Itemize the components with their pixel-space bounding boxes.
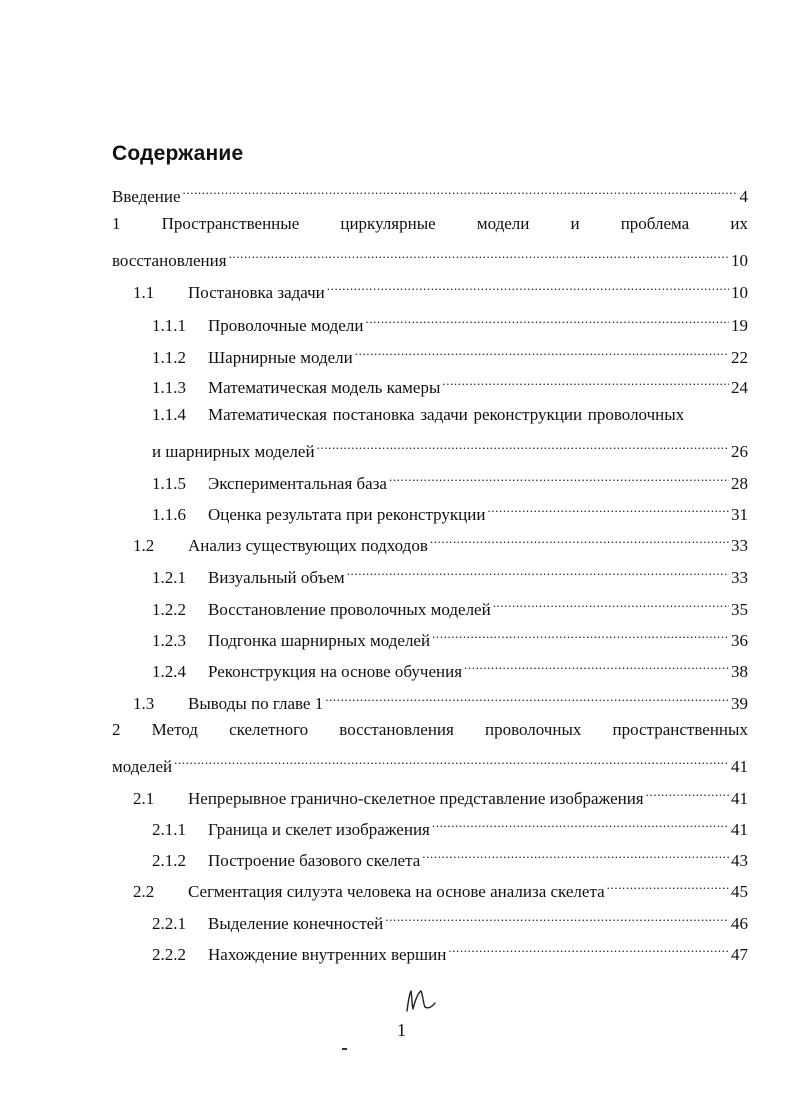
toc-entry-number: 2.1.1: [152, 820, 186, 839]
toc-leader-dots: [389, 469, 729, 489]
toc-entry-number: 2.2: [133, 882, 155, 901]
toc-entry-label: Выводы по главе 1: [188, 694, 324, 713]
toc-entry-chapter-1-line1[interactable]: [112, 214, 748, 234]
toc-entry-page: 28: [731, 474, 748, 493]
toc-entry-page: 33: [731, 568, 748, 587]
toc-leader-dots: [365, 311, 729, 331]
page-number: 1: [397, 1020, 406, 1040]
toc-entry-page: 35: [731, 600, 748, 619]
toc-entry-page: 19: [731, 316, 748, 335]
toc-entry-label: Введение: [112, 187, 181, 206]
toc-entry-label: Проволочные модели: [208, 316, 364, 335]
toc-entry-word: их: [730, 214, 748, 233]
toc-entry-word: проблема: [620, 214, 690, 233]
toc-entry-label: Выделение конечностей: [208, 914, 384, 933]
toc-entry-2-1-1[interactable]: [152, 815, 748, 840]
toc-leader-dots: [432, 626, 729, 646]
toc-entry-word: Метод: [151, 720, 198, 739]
toc-entry-introduction[interactable]: [112, 182, 748, 207]
toc-entry-label: Математическая постановка задачи реконструкции проволочных: [208, 405, 685, 424]
toc-entry-label: Математическая модель камеры: [208, 378, 441, 397]
toc-entry-page: 10: [731, 283, 748, 302]
toc-entry-number: 1.1.3: [152, 378, 186, 397]
toc-leader-dots: [325, 689, 729, 709]
toc-leader-dots: [493, 595, 729, 615]
toc-entry-1-2-4[interactable]: [152, 657, 748, 682]
toc-entry-1-2-1[interactable]: [152, 563, 748, 588]
toc-entry-number: 2.2.2: [152, 945, 186, 964]
toc-entry-label: Оценка результата при реконструкции: [208, 505, 486, 524]
toc-entry-label: Реконструкция на основе обучения: [208, 662, 463, 681]
toc-entry-label: Шарнирные модели: [208, 348, 353, 367]
toc-entry-1-2-2[interactable]: [152, 595, 748, 620]
toc-entry-word: проволочных: [484, 720, 582, 739]
toc-entry-chapter-2-line2[interactable]: [112, 752, 748, 777]
toc-entry-label: Построение базового скелета: [208, 851, 421, 870]
toc-entry-number: 1.2.1: [152, 568, 186, 587]
toc-entry-1-2[interactable]: [133, 531, 748, 556]
toc-entry-label: Непрерывное гранично-скелетное представление изображения: [188, 789, 644, 808]
toc-entry-label: Визуальный объем: [208, 568, 345, 587]
toc-entry-page: 47: [731, 945, 748, 964]
toc-entry-number: 1.2.2: [152, 600, 186, 619]
toc-leader-dots: [422, 846, 729, 866]
toc-entry-word: модели: [476, 214, 530, 233]
toc-leader-dots: [430, 531, 729, 551]
toc-entry-page: 41: [731, 820, 748, 839]
toc-entry-number: 2.1.2: [152, 851, 186, 870]
toc-entry-page: 33: [731, 536, 748, 555]
toc-entry-page: 43: [731, 851, 748, 870]
toc-leader-dots: [327, 278, 729, 298]
toc-entry-number: 2.2.1: [152, 914, 186, 933]
toc-entry-number: 1.1.2: [152, 348, 186, 367]
toc-leader-dots: [347, 563, 729, 583]
toc-entry-page: 4: [739, 187, 748, 206]
toc-entry-label: Постановка задачи: [188, 283, 325, 302]
toc-entry-1-1-1[interactable]: [152, 311, 748, 336]
toc-entry-2-1[interactable]: [133, 784, 748, 809]
toc-entry-1-1-2[interactable]: [152, 343, 748, 368]
toc-entry-2-2-2[interactable]: [152, 940, 748, 965]
toc-leader-dots: [487, 500, 729, 520]
toc-entry-page: 41: [731, 789, 748, 808]
toc-entry-number: 1.2.3: [152, 631, 186, 650]
toc-entry-1-2-3[interactable]: [152, 626, 748, 651]
toc-leader-dots: [355, 343, 729, 363]
toc-entry-1-3[interactable]: [133, 689, 748, 714]
toc-entry-1-1[interactable]: [133, 278, 748, 303]
toc-leader-dots: [432, 815, 729, 835]
toc-entry-label: моделей: [112, 757, 173, 776]
toc-leader-dots: [229, 246, 729, 266]
toc-entry-page: 36: [731, 631, 748, 650]
toc-entry-label: восстановления: [112, 251, 227, 270]
toc-entry-1-1-5[interactable]: [152, 469, 748, 494]
toc-leader-dots: [183, 182, 738, 202]
toc-entry-chapter-1-line2[interactable]: [112, 246, 748, 271]
toc-leader-dots: [646, 784, 729, 804]
toc-entry-2-2[interactable]: [133, 877, 748, 902]
toc-entry-word: циркулярные: [340, 214, 436, 233]
toc-entry-page: 38: [731, 662, 748, 681]
toc-entry-page: 22: [731, 348, 748, 367]
toc-entry-label: Экспериментальная база: [208, 474, 387, 493]
toc-entry-label: Подгонка шарнирных моделей: [208, 631, 431, 650]
toc-entry-label: Сегментация силуэта человека на основе анализа скелета: [188, 882, 605, 901]
toc-entry-number: 2: [112, 720, 121, 739]
page-title: Содержание: [112, 142, 244, 165]
toc-entry-label: Граница и скелет изображения: [208, 820, 430, 839]
toc-entry-number: 1.2.4: [152, 662, 186, 681]
handwritten-signature-mark: [403, 985, 439, 1015]
toc-leader-dots: [607, 877, 729, 897]
toc-entry-page: 24: [731, 378, 748, 397]
toc-entry-1-1-3[interactable]: [152, 373, 748, 398]
toc-entry-number: 1.2: [133, 536, 155, 555]
toc-entry-number: 1.1: [133, 283, 155, 302]
toc-leader-dots: [464, 657, 729, 677]
toc-entry-number: 1.1.4: [152, 405, 186, 424]
toc-entry-number: 1.1.1: [152, 316, 186, 335]
scan-speck: [342, 1048, 347, 1050]
toc-entry-label: Восстановление проволочных моделей: [208, 600, 491, 619]
toc-entry-number: 1: [112, 214, 121, 233]
toc-entry-1-1-4-line2[interactable]: [152, 437, 748, 462]
toc-entry-word: пространственных: [612, 720, 748, 739]
toc-entry-2-1-2[interactable]: [152, 846, 748, 871]
toc-leader-dots: [448, 940, 729, 960]
toc-entry-word: и: [570, 214, 580, 233]
toc-entry-page: 31: [731, 505, 748, 524]
toc-leader-dots: [174, 752, 729, 772]
toc-entry-1-1-4-line1[interactable]: [152, 405, 748, 425]
toc-entry-page: 39: [731, 694, 748, 713]
toc-entry-page: 41: [731, 757, 748, 776]
toc-leader-dots: [317, 437, 729, 457]
toc-entry-word: скелетного: [229, 720, 309, 739]
toc-entry-page: 46: [731, 914, 748, 933]
toc-entry-word: Пространственные: [161, 214, 300, 233]
toc-leader-dots: [442, 373, 729, 393]
toc-entry-page: 10: [731, 251, 748, 270]
toc-entry-chapter-2-line1[interactable]: [112, 720, 748, 740]
toc-entry-number: 1.1.6: [152, 505, 186, 524]
toc-entry-number: 1.3: [133, 694, 155, 713]
toc-entry-number: 2.1: [133, 789, 155, 808]
toc-entry-1-1-6[interactable]: [152, 500, 748, 525]
toc-entry-label: Нахождение внутренних вершин: [208, 945, 447, 964]
toc-entry-2-2-1[interactable]: [152, 909, 748, 934]
toc-entry-label: Анализ существующих подходов: [188, 536, 428, 555]
toc-leader-dots: [385, 909, 729, 929]
toc-entry-number: 1.1.5: [152, 474, 186, 493]
toc-entry-label: и шарнирных моделей: [152, 442, 315, 461]
toc-entry-page: 45: [731, 882, 748, 901]
toc-entry-word: восстановления: [339, 720, 454, 739]
toc-entry-page: 26: [731, 442, 748, 461]
